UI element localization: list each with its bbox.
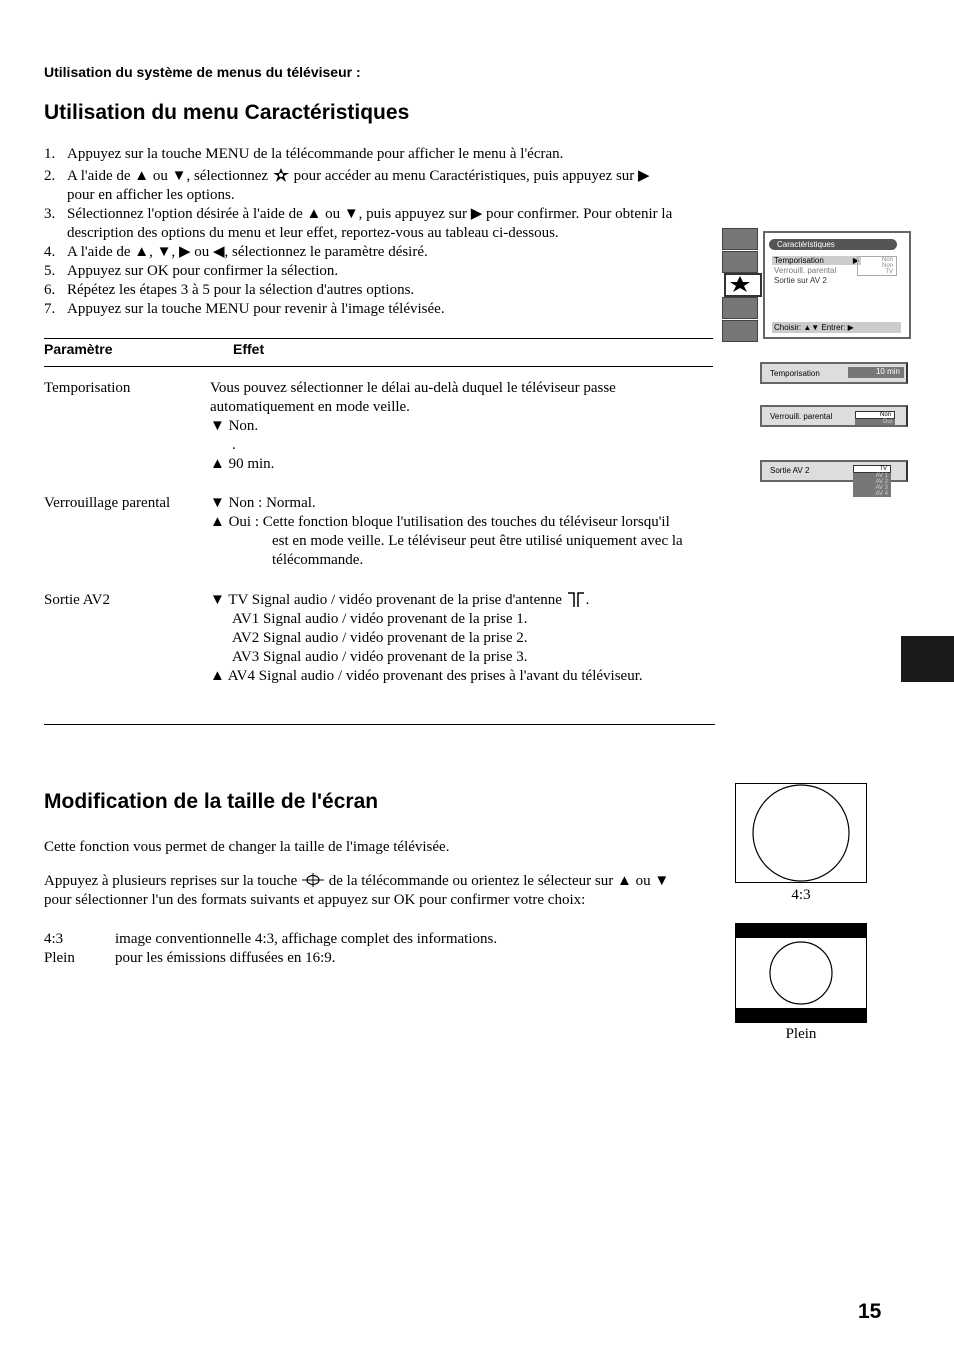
step-3: 3. Sélectionnez l'option désirée à l'aide de ▲ ou ▼, puis appuyez sur ▶ pour confirmer. Pour obtenir la description des options du menu et leur effet, reportez-vous au tableau ci-dessous. <box>44 206 673 241</box>
features-menu-icon <box>272 168 290 182</box>
osd-values: Non Non TV <box>857 256 897 276</box>
osd-bar-temporisation: Temporisation 10 min <box>760 362 908 384</box>
running-header: Utilisation du système de menus du téléviseur : <box>44 64 361 80</box>
figure-43-caption: 4:3 <box>791 887 811 903</box>
page-number: 15 <box>858 1300 882 1323</box>
figure-plein-caption: Plein <box>785 1026 817 1042</box>
osd-panel <box>763 231 911 339</box>
osd-title: Caractéristiques <box>769 239 897 250</box>
effect-parental-lock: ▼ Non : Normal. ▲ Oui : Cette fonction bloque l'utilisation des touches du téléviseur lorsqu'il est en mode veille. Le téléviseur peut être utilisé uniquement avec la télécommande. <box>210 495 683 568</box>
chapter-edge-tab <box>901 636 954 682</box>
antenna-icon <box>566 591 586 607</box>
osd-bar3-list: TV AV 1 AV 2 AV 3 AV 4 <box>853 465 891 497</box>
step-1: 1. Appuyez sur la touche MENU de la télécommande pour afficher le menu à l'écran. <box>44 146 564 162</box>
figure-plein-circle <box>736 924 866 1022</box>
osd-tab-features-icon <box>724 273 762 297</box>
osd-bar-av2: Sortie AV 2 TV AV 1 AV 2 AV 3 AV 4 <box>760 460 908 482</box>
osd-tab-setup-icon <box>722 297 758 319</box>
table-header-param: Paramètre <box>44 341 113 357</box>
figure-43-screen <box>735 783 867 883</box>
osd-features-menu <box>722 228 912 340</box>
step-5: 5. Appuyez sur OK pour confirmer la sélection. <box>44 263 339 279</box>
table-top-rule <box>44 338 713 339</box>
osd-bar-parental: Verrouill. parental Non Oui <box>760 405 908 427</box>
param-temporisation: Temporisation <box>44 380 131 396</box>
step-7: 7. Appuyez sur la touche MENU pour revenir à l'image télévisée. <box>44 301 445 317</box>
step-2: 2. A l'aide de ▲ ou ▼, sélectionnez pour accéder au menu Caractéristiques, puis appuyez sur ▶ pour en afficher les options. <box>44 168 650 203</box>
osd-tab-sound-icon <box>722 251 758 273</box>
table-bottom-rule <box>44 724 715 725</box>
table-header-rule <box>44 366 713 367</box>
format-43-desc: image conventionnelle 4:3, affichage complet des informations. <box>115 931 498 947</box>
osd-item-av2: Sortie sur AV 2 <box>774 276 827 285</box>
osd-bar1-value: 10 min <box>848 367 904 378</box>
figure-43-circle <box>736 784 866 882</box>
param-parental-lock: Verrouillage parental <box>44 495 171 511</box>
effect-temporisation: Vous pouvez sélectionner le délai au-delà duquel le téléviseur passe automatiquement en mode veille. ▼ Non. . ▲ 90 min. <box>210 380 616 472</box>
step-6: 6. Répétez les étapes 3 à 5 pour la sélection d'autres options. <box>44 282 415 298</box>
figure-plein-screen <box>735 923 867 1023</box>
format-43-name: 4:3 <box>44 931 64 947</box>
format-plein-name: Plein <box>44 950 75 966</box>
effect-av2-output: ▼ TV Signal audio / vidéo provenant de la prise d'antenne . AV1 Signal audio / vidéo provenant de la prise 1. AV2 Signal audio / vidéo provenant de la prise 2. AV3 Signal audio / vidéo provenant de la prise 3. ▲ AV4 Signal audio / vidéo provenant des prises à l'avant du téléviseur. <box>210 592 643 684</box>
screen-size-instructions: Appuyez à plusieurs reprises sur la touche de la télécommande ou orientez le sélecteur sur ▲ ou ▼ pour sélectionner l'un des formats suivants et appuyez sur OK pour confirmer votre choix: <box>44 873 670 908</box>
step-4: 4. A l'aide de ▲, ▼, ▶ ou ◀, sélectionnez le paramètre désiré. <box>44 244 428 260</box>
screen-size-intro: Cette fonction vous permet de changer la taille de l'image télévisée. <box>44 839 450 855</box>
osd-tab-picture-icon <box>722 228 758 250</box>
section-title-features: Utilisation du menu Caractéristiques <box>44 101 410 124</box>
format-plein-desc: pour les émissions diffusées en 16:9. <box>115 950 336 966</box>
osd-item-temporisation: Temporisation ▶ <box>774 256 859 265</box>
osd-tab-list-icon <box>722 320 758 342</box>
osd-bar2-list: Non Oui <box>855 411 895 425</box>
screen-format-button-icon <box>301 873 325 887</box>
osd-footer: Choisir: ▲▼ Entrer: ▶ <box>772 322 901 333</box>
table-header-effect: Effet <box>233 341 265 357</box>
osd-item-parental: Verrouill. parental <box>774 266 837 275</box>
steps-list <box>44 145 714 319</box>
osd-arrow: ▶ <box>852 256 859 265</box>
section-title-screen-size: Modification de la taille de l'écran <box>44 790 379 813</box>
param-av2-output: Sortie AV2 <box>44 592 110 608</box>
